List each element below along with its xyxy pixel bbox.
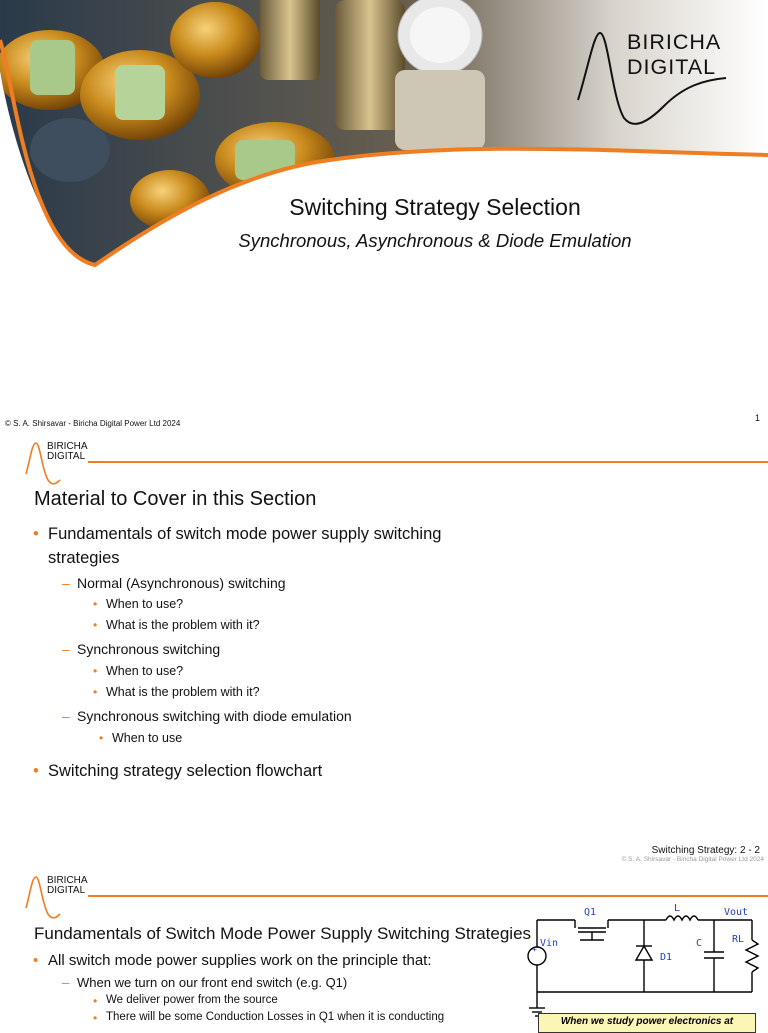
brand-line2: DIGITAL [47,885,86,896]
bullet-level1 [48,522,441,570]
note-callout: When we study power electronics at [538,1013,756,1033]
title-slide [0,0,768,418]
label-c: C [696,938,703,949]
slide-footer: Switching Strategy: 2 - 2 [651,845,760,856]
brand-logo-text [627,30,721,80]
bullet-level3: • What is the problem with it? [106,685,260,699]
bullet-level3: • What is the problem with it? [106,618,260,632]
label-l: L [674,903,681,914]
label-rl: RL [732,934,745,945]
footer-copyright: © S. A. Shirsavar - Biricha Digital Power Ltd 2024 [621,856,764,863]
bullet-level3: • When to use? [106,597,183,611]
slide-title: Fundamentals of Switch Mode Power Supply Switching Strategies [34,924,532,943]
label-vin: Vin [540,938,559,949]
bullet-level3: • There will be some Conduction Losses in Q1 when it is conducting [106,1011,444,1023]
brand-line2: DIGITAL [627,55,717,79]
bullet-level1: • All switch mode power supplies work on the principle that: [48,951,432,971]
plus-sign: + [532,945,537,954]
brand-line2: DIGITAL [47,451,86,462]
page-number: 1 [754,413,760,423]
bullet-level1: • Switching strategy selection flowchart [48,759,322,783]
brand-line1: BIRICHA [47,875,88,886]
brand-logo-small [47,876,88,896]
brand-line1: BIRICHA [47,441,88,452]
bullet-text: • Fundamentals of switch mode power supply switching [48,525,442,543]
label-vout: Vout [724,907,749,918]
bullet-level2: – Normal (Asynchronous) switching [77,575,286,591]
slide-title: Switching Strategy Selection [289,194,581,220]
label-d1: D1 [660,952,673,963]
slide-title: Material to Cover in this Section [34,488,317,510]
bullet-level3: • We deliver power from the source [106,994,278,1006]
header-divider [88,461,768,463]
brand-line1: BIRICHA [627,30,722,54]
label-q1: Q1 [584,907,597,918]
buck-converter-circuit-diagram [520,900,768,1024]
bullet-text-continued: strategies [48,549,120,567]
bullet-level2: – Synchronous switching with diode emulation [77,708,352,724]
copyright-footer: © S. A. Shirsavar - Biricha Digital Power Ltd 2024 [5,419,181,428]
bullet-level3: • When to use [112,731,182,745]
slide-subtitle: Synchronous, Asynchronous & Diode Emulation [238,230,632,251]
bullet-level2: – Synchronous switching [77,641,220,657]
brand-logo-small [47,442,88,462]
bullet-level3: • When to use? [106,664,183,678]
header-divider [88,895,768,897]
bullet-level2: – When we turn on our front end switch (e.g. Q1) [77,975,347,990]
